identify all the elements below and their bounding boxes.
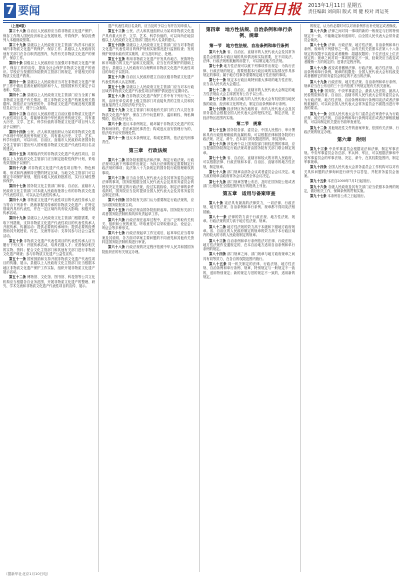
article-text: 违反本条例规定，构成犯罪的，依法追究刑事责任。	[102, 136, 194, 145]
article-paragraph	[203, 88, 295, 97]
article-number: 第四十四条	[9, 129, 26, 134]
article-text: 改变或者撤销法律、行政法规、地方性法规、自治条例和单行条例、规章的权限是：全国人民代表大会有权改变或者撤销它的常务委员会制定的不适当的法律。	[304, 65, 399, 79]
article-paragraph	[102, 231, 194, 244]
article-paragraph	[102, 43, 194, 56]
article-text: 公民、法人和其他组织认为某项非物质文化遗产体现中华民族优秀传统文化，具有重大历史、文学、艺术、科学价值的，可以向省、自治区、直辖市人民政府或者国务院文化主管部门提出列入国家级非物质文化遗产代表性项目名录的建议。	[3, 129, 95, 152]
article-paragraph	[304, 80, 399, 89]
article-text: 的规定，认为有必要时可以对该条例作出补充规定或者修改。	[310, 24, 399, 28]
article-paragraph	[102, 245, 194, 254]
article-number: 第七十九条	[209, 179, 226, 184]
article-text: 遗产代表性项目名录的，应当及时予以公布并告知申请人。	[108, 24, 194, 28]
article-paragraph	[203, 225, 295, 238]
article-paragraph	[304, 112, 399, 125]
article-number: 第八十四条	[209, 252, 226, 257]
article-text: 部门规章由部务会议或者委员会会议决定。地方政府规章由政府常务会议或者全体会议决定。	[203, 169, 295, 179]
article-text: 应当由全国人民代表大会及其常务委员会制定法律的事项，国务院根据全国人民代表大会及其常务委员会的授权决定先制定的行政法规，经过实践检验，制定法律的条件成熟时，国务院应当及时提请全国人民代表大会及其常务委员会制定法律。	[102, 175, 194, 198]
article-paragraph	[3, 93, 95, 110]
article-number: 第五十二条	[9, 275, 26, 280]
article-number: 第五十条	[9, 238, 23, 243]
article-text: 行政法规起草工作完成后，起草单位应当将草案及其说明、各方面对草案主要问题的不同意见和其他有关资料送国务院法制机构进行审查。	[102, 231, 194, 245]
article-paragraph	[3, 257, 95, 274]
article-paragraph	[3, 184, 95, 197]
article-number: 第六十二条	[108, 157, 125, 162]
article-paragraph	[3, 61, 95, 78]
footer-note: （据新华社北京1月10日电）	[4, 572, 51, 576]
article-paragraph	[203, 180, 295, 189]
article-paragraph	[3, 24, 95, 28]
article-number: 第六十三条	[108, 175, 125, 180]
issue-date: 2013年1月11日 星期五	[308, 3, 362, 9]
article-paragraph	[203, 128, 295, 141]
article-text: 省、自治区、直辖市的人民代表大会制定的地方性法规由大会主席团发布公告予以公布。	[203, 87, 295, 97]
article-number: 第三十九条	[9, 43, 26, 48]
article-text: 其他规范性文件的备案审查，依照有关法律、行政法规的规定办理。	[304, 125, 399, 134]
article-paragraph	[102, 57, 194, 74]
article-text: 县级以上人民政府应当对在非物质文化遗产保护工作中做出显著贡献的组织和个人，按照国家有关规定予以表彰、奖励。	[3, 79, 95, 93]
article-paragraph	[3, 130, 95, 151]
article-text: 在非物质文化遗产保护工作中有下列行为之一的，由所在单位或者上级主管部门对直接负责的主管人员和其他直接责任人员依法给予处分。	[102, 94, 194, 108]
chapter-heading: 第六章 附则	[337, 138, 366, 144]
article-text: 非物质文化遗产代表性项目的代表性传承人应当履行下列义务：开展传承活动，培养后继人才；妥善保存相关的实物、资料；配合文化主管部门和其他有关部门进行非物质文化遗产调查；参与非物质文化遗产公益性宣传。	[3, 238, 95, 256]
article-number: 第七十八条	[209, 169, 226, 174]
article-number: 第八十六条	[310, 29, 327, 34]
article-text: 县级以上人民政府文化主管部门根据需要，采取下列措施，支持非物质文化遗产代表性项目的代表性传承人开展传承、传播活动：提供必要的传承场所；提供必要的经费资助其开展授徒、传艺、交流等活动；支持其参与社会公益性活动。	[3, 216, 95, 238]
page-header	[0, 0, 402, 22]
article-text: 自治条例和单行条例依法对法律、行政法规、地方性法规作变通规定的，在本自治地方适用自治条例和单行条例的规定。	[203, 238, 295, 252]
article-paragraph	[102, 108, 194, 121]
article-paragraph	[102, 94, 194, 107]
article-text: 地方性法规的效力高于本级和下级地方政府规章。省、自治区的人民政府制定的规章的效力高于本行政区域内的较大的市的人民政府制定的规章。	[203, 224, 295, 238]
article-text: 省、自治区、直辖市和较大的市的人民政府，可以根据法律、行政法规和本省、自治区、直辖市的地方性法规，制定规章。	[203, 156, 295, 169]
article-text: 公民、法人和其他组织认为某项非物质文化遗产具有重大历史、文学、艺术、科学价值的，可以向所在地县级以上人民政府文化主管部门提出列入名录的建议。	[102, 29, 194, 42]
article-paragraph	[102, 136, 194, 145]
article-number: 第八十三条	[209, 238, 226, 243]
article-text: 法律的效力高于行政法规、地方性法规、规章。行政法规的效力高于地方性法规、规章。	[203, 215, 295, 224]
column-3	[203, 24, 295, 572]
article-paragraph	[203, 201, 295, 214]
section-heading: 第二节 规章	[236, 120, 262, 126]
article-paragraph	[203, 170, 295, 179]
article-text: 自治区人民政府建立自治区级非物质文化遗产代表性项目名录，将能够体现中华民族优秀传统文化，具有重大历史、文学、艺术、科学价值的非物质文化遗产项目列入名录予以保护。	[3, 111, 95, 129]
article-text: 国务院有关部门认为需要制定行政法规的，应当向国务院报请立项。	[102, 198, 194, 207]
article-number: 第六十四条	[108, 198, 125, 203]
article-paragraph	[304, 66, 399, 79]
article-paragraph	[203, 97, 295, 106]
article-text: 对非物质文化遗产代表性项目集中、特色鲜明、形式和内涵保持完整的特定区域，当地文化主管部门可以制定专项保护规划，报经本级人民政府批准后，实行区域性整体保护。	[3, 166, 95, 184]
column-divider	[199, 24, 200, 572]
article-paragraph	[3, 152, 95, 165]
article-paragraph	[102, 29, 194, 42]
article-number: 第五十七条	[108, 84, 125, 89]
article-number: 第五十三条	[108, 29, 125, 34]
article-text: 违反本条例规定，破坏属于非物质文化遗产的实物和场所的，依法承担民事责任；构成违反治安管理行为的，依法给予治安管理处罚。	[102, 122, 194, 135]
article-number: 第六十八条	[108, 245, 125, 250]
article-text: 全国人民代表大会专门委员会在审查中认为行政法规、地方性法规、自治条例和单行条例同宪法或者法律相抵触的，可以向制定机关提出书面审查意见。	[304, 111, 399, 125]
article-number: 第八十一条	[209, 215, 227, 220]
article-number: （上接6版）	[9, 24, 28, 28]
column-2	[102, 24, 194, 572]
article-text: 国务院文化主管部门和省、自治区、直辖市人民政府文化主管部门对本级人民政府批准公布的非物质文化遗产代表性项目，可以认定代表性传承人。	[3, 184, 95, 197]
article-text: 国家鼓励和支持开展非物质文化遗产代表性项目的传播、展示。县级以上人民政府文化主管部门应当根据本地区非物质文化遗产保护工作实际，组织开展非物质文化遗产展示活动。	[3, 257, 95, 275]
article-number: 第五十一条	[9, 257, 26, 262]
article-paragraph	[203, 252, 295, 261]
article-paragraph	[3, 112, 95, 129]
article-number: 第七十四条	[209, 106, 226, 111]
article-number: 第六十条	[108, 122, 122, 127]
article-number: 第七十七条	[209, 156, 226, 161]
article-paragraph	[203, 50, 295, 63]
article-paragraph	[304, 185, 399, 194]
article-text: 国务院各部、委员会、中国人民银行、审计署和具有行政管理职能的直属机构，可以根据法律和国务院的行政法规、决定、命令，在本部门的权限范围内，制定规章。	[203, 128, 295, 141]
article-text: 中央军事委员会根据宪法和法律，制定军事法规。中央军事委员会各总部、军兵种、军区，可以根据法律和中央军事委员会的军事法规、决定、命令，在其权限范围内，制定军事规章。	[304, 147, 399, 165]
article-paragraph	[102, 198, 194, 207]
article-text: 本法自2000年7月1日起施行。	[327, 179, 374, 184]
article-paragraph	[203, 107, 295, 120]
page-number-badge: 7	[5, 3, 15, 17]
article-number: 第六十一条	[108, 136, 125, 141]
article-text: 全国人民代表大会常务委员会工作机构可以对有关具体问题的法律询问进行研究予以答复，并报常务委员会备案。	[304, 165, 399, 178]
article-text: 县级以上人民政府文化主管部门负责本行政区域内非物质文化遗产的保护、保存工作；县级以上人民政府其他有关部门在各自职责范围内，负责有关非物质文化遗产的保护、保存工作。	[3, 43, 95, 61]
article-text: 行政法规、地方性法规、自治条例和单行条例、规章应当在公布后的三十日内依照下列规定报有关机关备案。	[304, 79, 399, 88]
article-text: 对濒临消失的非物质文化遗产代表性项目，县级以上人民政府文化主管部门应当制定抢救性保护计划，采取有效措施予以保护。	[3, 152, 95, 165]
article-number: 第六十七条	[108, 231, 125, 236]
article-number: 第九十四条	[310, 165, 327, 170]
article-text: 规定本行政区域特别重大事项的地方性法规，应当由人民代表大会通过。	[203, 78, 295, 87]
article-paragraph	[102, 75, 194, 84]
article-paragraph	[3, 80, 95, 93]
article-paragraph	[203, 215, 295, 224]
article-number: 第七十五条	[209, 128, 226, 133]
article-text: 非物质文化遗产代表性项目的代表性传承人应当符合下列条件：熟练掌握其传承的非物质文化遗产；在特定领域内具有代表性，并在一定区域内具有较大影响；积极开展传承活动。	[3, 198, 95, 216]
article-paragraph	[102, 176, 194, 197]
article-text: 宪法具有最高的法律效力，一切法律、行政法规、地方性法规、自治条例和单行条例、规章都不得同宪法相抵触。	[203, 201, 295, 214]
article-paragraph	[102, 24, 194, 28]
article-number: 第九十一条	[310, 111, 327, 116]
article-text: 博物馆、文化馆、图书馆、科技馆等公共文化机构应当根据各自业务范围，开展非物质文化遗产的整理、研究、学术交流和非物质文化遗产代表性项目的宣传、展示。	[3, 275, 95, 288]
header-rule	[3, 20, 399, 21]
article-paragraph	[203, 262, 295, 279]
article-number: 第七十六条	[209, 142, 226, 147]
chapter-heading: 第五章 适用与备案审查	[222, 192, 276, 198]
article-number: 第五十四条	[108, 43, 125, 48]
article-number: 第四十一条	[9, 79, 26, 84]
article-number: 第四十二条	[9, 93, 26, 98]
article-number: 第五十九条	[108, 108, 125, 113]
article-number: 第九十七条	[310, 194, 327, 199]
article-text: 部门规章签署公布后，及时在国务院公报或者部门公报和在全国范围内发行的报纸上刊登。	[203, 179, 295, 188]
article-paragraph	[203, 142, 295, 155]
article-number: 第九十条	[310, 89, 324, 94]
article-number: 第六十九条	[209, 50, 226, 55]
newspaper-logo: 江西日报	[242, 2, 302, 18]
article-number: 第八十九条	[310, 79, 327, 84]
article-paragraph	[304, 43, 399, 64]
article-text: 县级以上人民政府应当加强对非物质文化遗产保护、保存工作的宣传，提高全社会保护非物质文化遗产的意识。学校应当按照国务院教育主管部门的规定，开展相关的非物质文化遗产教育。	[3, 61, 95, 79]
article-number: 第六十六条	[108, 217, 125, 222]
article-paragraph	[3, 275, 95, 288]
article-number: 第五十八条	[108, 94, 125, 99]
article-text: 行政法规在起草过程中，应当广泛听取有关机关、组织和公民的意见。听取意见可以采取座谈会、论证会、听证会等多种形式。	[102, 217, 194, 231]
article-paragraph	[3, 216, 95, 237]
column-1	[3, 24, 95, 572]
article-text: 省、自治区、直辖市的人民代表大会及其常务委员会根据本行政区域的具体情况和实际需要，在不同宪法、法律、行政法规相抵触的前提下，可以制定地方性法规。	[203, 50, 295, 63]
article-number: 第六十五条	[108, 207, 125, 212]
article-paragraph	[102, 122, 194, 135]
article-text: 自治区人民政府建立自治区级非物质文化遗产代表性传承人认定制度。	[102, 75, 194, 84]
article-text: 民族自治地方的人民代表大会有权依照当地民族的政治、经济和文化的特点，制定自治条例和单行条例。	[203, 97, 295, 106]
article-text: 县级以上人民政府文化主管部门应当对非物质文化遗产代表性项目的保护规划实施情况进行监督检查；发现保护规划未能有效实施的，应当及时纠正、处理。	[102, 43, 194, 56]
article-text: 行政法规的决定程序依照中华人民共和国国务院组织法的有关规定办理。	[102, 245, 194, 254]
article-number: 第四十条	[9, 61, 23, 66]
chapter-heading: 第三章 行政法规	[128, 148, 168, 154]
article-text: 国务院、中央军事委员会、最高人民法院、最高人民检察院和各省、自治区、直辖市的人民代表大会常务委员会认为行政法规、地方性法规、自治条例和单行条例同宪法或者法律相抵触的，可以向全国人民代表大会常务委员会书面提出进行审查的要求。	[304, 89, 399, 111]
article-text: 涉及两个以上国务院部门职权范围的事项，应当提请国务院制定行政法规或者由国务院有关部门联合制定规章。	[203, 142, 295, 155]
article-text: 自治区人民政府应当将非物质文化遗产保护、保存工作纳入国民经济和社会发展规划，并将保护、保存经费列入本级财政预算。	[3, 29, 95, 42]
article-number: 第九十三条	[310, 147, 328, 152]
article-number: 第八十八条	[310, 65, 327, 70]
article-number: 第九十五条	[310, 179, 327, 184]
article-paragraph	[102, 85, 194, 94]
article-number: 第四十三条	[9, 111, 26, 116]
article-text: 经济特区所在地的省、市的人民代表大会及其常务委员会根据全国人民代表大会的授权决定，制定法规，在经济特区范围内实施。	[203, 106, 295, 120]
article-paragraph	[304, 147, 399, 164]
article-number: 第三十八条	[9, 29, 26, 34]
article-text: 文化主管部门和其他有关部门的工作人员在非物质文化遗产保护、保存工作中玩忽职守、滥用职权、徇私舞弊的，依法给予处分。	[102, 108, 194, 121]
article-text: 法律之间对同一事项的新的一般规定与旧的特别规定不一致，不能确定如何适用时，由全国人民代表大会常务委员会裁决。	[304, 29, 399, 42]
article-paragraph	[304, 29, 399, 42]
article-text: 县级以上人民政府文化主管部门应当全面了解非物质文化遗产有关情况，建立非物质文化遗产档案及相关数据库。除依法应当保密的外，非物质文化遗产档案及相关数据信息应当公开，便于公众查阅。	[3, 93, 95, 111]
article-paragraph	[3, 198, 95, 215]
article-paragraph	[203, 239, 295, 252]
article-paragraph	[3, 239, 95, 256]
article-number: 第九十六条	[310, 184, 327, 189]
article-number: 第四十八条	[9, 198, 26, 203]
article-paragraph	[102, 158, 194, 175]
article-text: 行政法规由国务院组织起草。国务院有关部门或者国务院法制机构具体负责起草工作。	[102, 207, 194, 217]
article-number: 第五十五条	[108, 57, 125, 62]
article-number: 第九十二条	[310, 125, 327, 130]
column-4	[304, 24, 399, 572]
article-text: 本条例自公布之日起施行。	[327, 194, 368, 199]
article-paragraph	[102, 208, 194, 217]
article-number: 第七十条	[209, 64, 223, 69]
header-rule-thin	[3, 22, 399, 23]
article-paragraph	[203, 64, 295, 77]
article-paragraph	[3, 166, 95, 183]
article-paragraph	[304, 24, 399, 28]
article-text: 县级以上人民政府文化主管部门应当对本行政区域内非物质文化遗产代表性项目的保护情况进行定期评估。	[102, 84, 194, 94]
article-paragraph	[304, 89, 399, 110]
column-divider	[300, 24, 301, 572]
article-paragraph	[3, 43, 95, 60]
article-paragraph	[304, 194, 399, 198]
article-text: 国务院根据宪法和法律，制定行政法规。行政法规可以就下列事项作出规定：为执行法律的规定需要制定行政法规的事项；宪法第八十九条规定的国务院行政管理职权的事项。	[102, 157, 194, 175]
article-paragraph	[203, 78, 295, 87]
article-paragraph	[304, 165, 399, 178]
article-text: 部门规章之间、部门规章与地方政府规章之间具有同等效力，在各自的权限范围内施行。	[203, 252, 295, 261]
article-paragraph	[203, 156, 295, 169]
article-paragraph	[304, 179, 399, 183]
article-text: 各级人民政府及其有关部门应当依照本条例的规定，做好相关工作，保障条例的贯彻实施。	[304, 184, 399, 193]
article-text: 法律、行政法规、地方性法规、自治条例和单行条例、规章有下列情形之一的，由有关机关依照本法第八十八条规定的权限予以改变或者撤销：超越权限的；下位法违反上位法规定的；规章之间对同一事项的规定不一致，经裁决应当改变或者撤销一方的规定的；违背法定程序的。	[304, 43, 399, 65]
article-number: 第四十九条	[9, 216, 26, 221]
article-number: 第八十五条	[209, 261, 227, 266]
article-number: 第四十六条	[9, 166, 27, 171]
article-number: 第八十七条	[310, 43, 327, 48]
section-heading: 第一节 地方性法规、自治条例和单行条例	[209, 43, 289, 48]
editor-credits: 责任编辑 刘向阳 版式 周 健 校对 周运英	[308, 10, 389, 15]
column-divider	[98, 24, 99, 572]
article-number: 第七十二条	[209, 87, 226, 92]
article-paragraph	[304, 126, 399, 135]
article-text: 利用非物质文化遗产开发具有地方、民族特色和市场潜力的文化产品和文化服务，应当在有效保护的基础上进行。县级以上人民政府对合理利用非物质文化遗产代表性项目的单位予以扶持。	[102, 57, 194, 74]
section-title: 要闻	[18, 4, 40, 17]
article-number: 第四十七条	[9, 184, 26, 189]
article-number: 第七十一条	[209, 78, 226, 83]
article-number: 第八十条	[209, 201, 224, 206]
article-number: 第四十五条	[9, 152, 26, 157]
article-number: 第七十三条	[209, 97, 226, 102]
chapter-heading: 第四章 地方性法规、自治条例和单行条例、规章	[205, 28, 293, 39]
article-text: 同一机关制定的法律、行政法规、地方性法规、自治条例和单行条例、规章，特别规定与一般规定不一致的，适用特别规定；新的规定与旧的规定不一致的，适用新的规定。	[203, 261, 295, 279]
article-text: 地方性法规可以就下列事项作出规定：为执行法律、行政法规的规定，需要根据本行政区域的实际情况作具体规定的事项；属于地方性事务需要制定地方性法规的事项。	[203, 64, 295, 77]
article-number: 第五十六条	[108, 75, 125, 80]
article-paragraph	[3, 29, 95, 42]
article-number: 第八十二条	[209, 224, 226, 229]
article-paragraph	[102, 218, 194, 231]
